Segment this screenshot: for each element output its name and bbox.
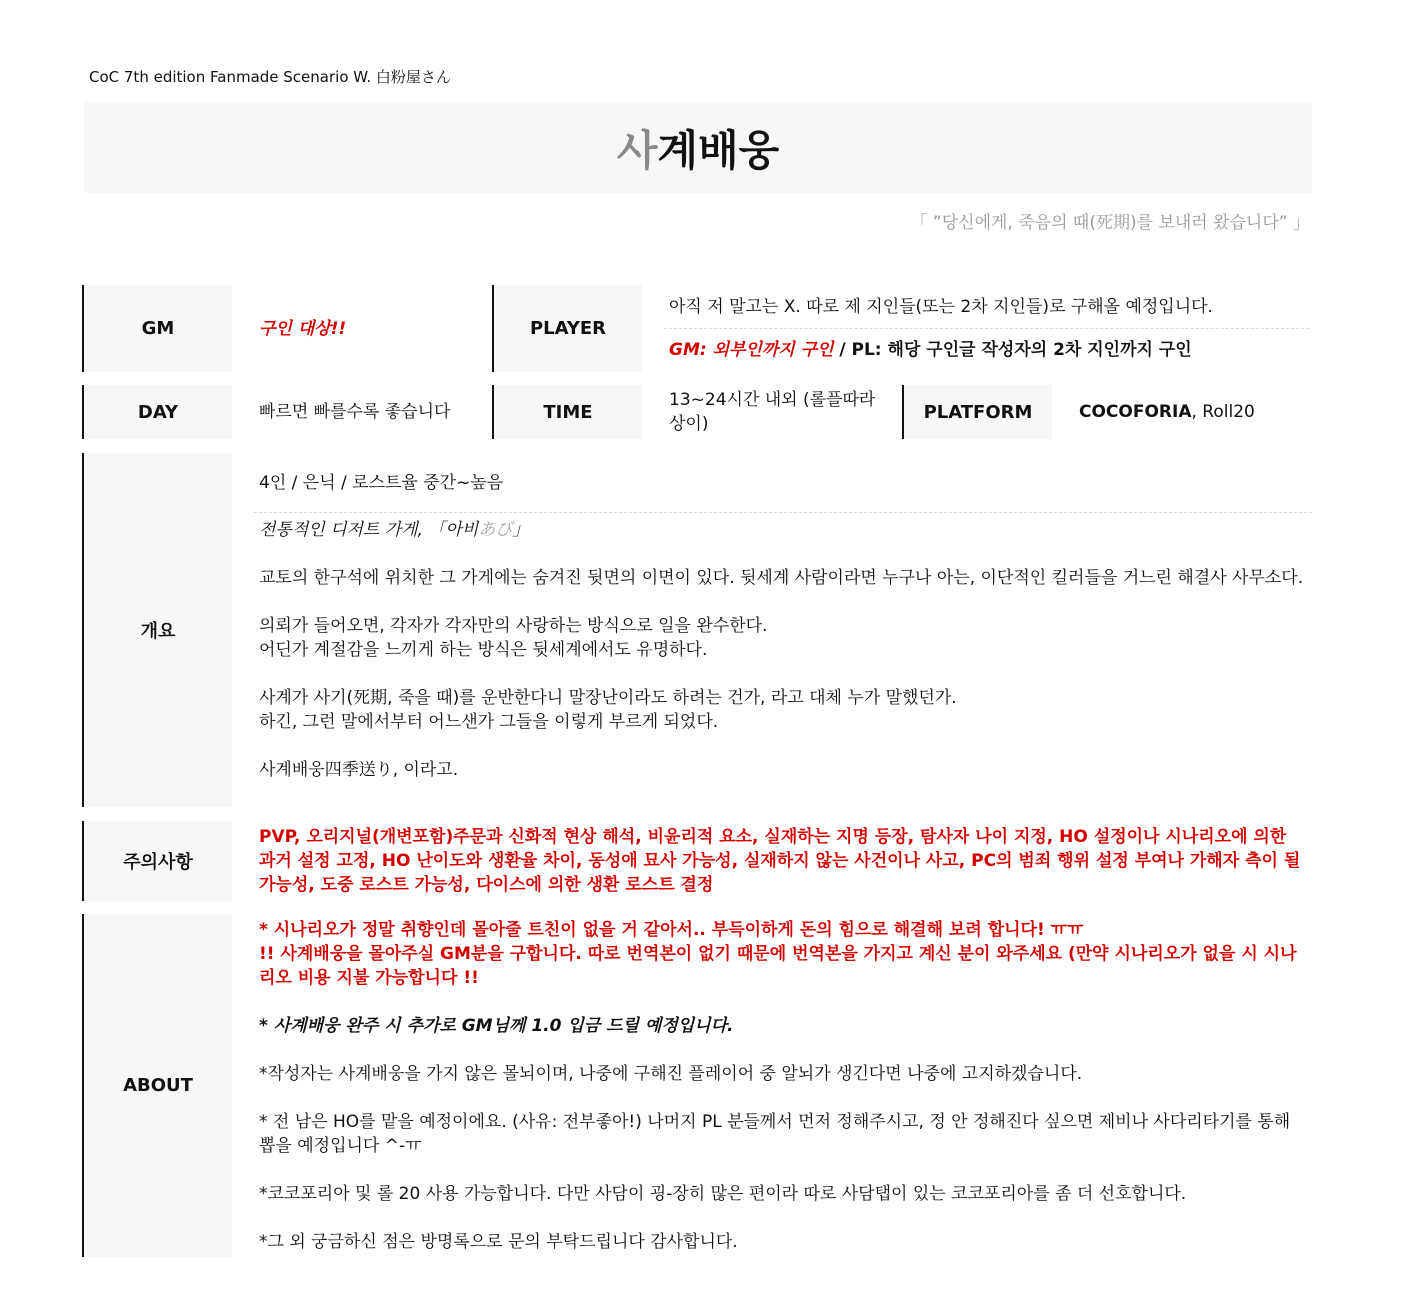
title-part-gray: 사 (616, 125, 658, 175)
about-paragraph: *그 외 궁금하신 점은 방명록으로 문의 부탁드립니다 감사합니다. (259, 1232, 738, 1252)
overview-paragraph (259, 614, 1309, 662)
overview-line: 어딘가 계절감을 느끼게 하는 방식은 뒷세계에서도 유명하다. (259, 640, 708, 660)
player-label (492, 285, 642, 372)
platform-label (902, 385, 1052, 439)
overview-subtitle (259, 518, 1309, 542)
about-notice (259, 918, 1309, 990)
caution-label-text: 주의사항 (123, 852, 193, 873)
about-label (82, 914, 232, 1257)
overview-body (259, 518, 1309, 782)
about-body (259, 918, 1309, 1254)
player-line-2-black: / PL: 해당 구인글 작성자의 2차 지인까지 구인 (833, 340, 1192, 360)
platform-label-text: PLATFORM (923, 401, 1033, 423)
overview-line: 의뢰가 들어오면, 각자가 각자만의 사랑하는 방식으로 일을 완수한다. (259, 616, 768, 636)
day-label (82, 385, 232, 439)
player-line-1: 아직 저 말고는 X. 따로 제 지인들(또는 2차 지인들)로 구해올 예정입니다. (669, 297, 1213, 317)
time-value: 13~24시간 내외 (롤플따라 상이) (669, 390, 876, 434)
overview-paragraph (259, 686, 1309, 734)
caution-label (82, 821, 232, 901)
gm-label (82, 285, 232, 372)
about-label-text: ABOUT (123, 1075, 193, 1096)
scenario-credit: CoC 7th edition Fanmade Scenario W. 白粉屋さん (89, 68, 451, 86)
about-notice-line: !! 사계배웅을 몰아주실 GM분을 구합니다. 따로 번역본이 없기 때문에 번역본을 가지고 계신 분이 와주세요 (만약 시나리오가 없을 시 시나리오 비용 지불 가능합니다 !! (259, 944, 1297, 988)
platform-primary: COCOFORIA (1079, 402, 1192, 422)
overview-summary: 4인 / 은닉 / 로스트율 중간~높음 (259, 473, 504, 493)
title-banner (84, 102, 1312, 193)
time-label-text: TIME (543, 401, 593, 423)
about-notice-line: * 시나리오가 정말 취향인데 몰아줄 트친이 없을 거 같아서.. 부득이하게 돈의 힘으로 해결해 보려 합니다! ㅠㅠ (259, 920, 1084, 940)
overview-line: 하긴, 그런 말에서부터 어느샌가 그들을 이렇게 부르게 되었다. (259, 712, 719, 732)
gm-label-text: GM (141, 318, 175, 339)
overview-paragraph: 교토의 한구석에 위치한 그 가게에는 숨겨진 뒷면의 이면이 있다. 뒷세계 사람이라면 누구나 아는, 이단적인 킬러들을 거느린 해결사 사무소다. (259, 568, 1304, 588)
overview-label (82, 453, 232, 807)
day-label-text: DAY (137, 401, 179, 423)
platform-value (1079, 400, 1255, 424)
gm-value: 구인 대상!! (259, 319, 347, 339)
overview-line: 사계가 사기(死期, 죽을 때)를 운반한다니 말장난이라도 하려는 건가, 라고 대체 누가 말했던가. (259, 688, 957, 708)
overview-label-text: 개요 (140, 621, 176, 642)
divider (664, 328, 1309, 329)
time-label (492, 385, 642, 439)
about-bonus: * 사계배웅 완주 시 추가로 GM님께 1.0 입금 드릴 예정입니다. (259, 1016, 734, 1036)
player-label-text: PLAYER (529, 318, 607, 339)
title-part-dark: 계배웅 (657, 125, 780, 175)
divider (254, 512, 1312, 513)
caution-text: PVP, 오리지널(개변포함)주문과 신화적 현상 해석, 비윤리적 요소, 실재하는 지명 등장, 탐사자 나이 지정, HO 설정이나 시나리오에 의한 과거 설정 고정, HO 난이도와 생환율 차이, 동성애 묘사 가능성, 실재하지 않는 사건이나 사고, PC의 범죄 행위 설정 부여나 가해자 측이 될 가능성, 도중 로스트 가능성, 다이스에 의한 생환 로스트 결정 (259, 827, 1301, 895)
about-paragraph: *코코포리아 및 롤 20 사용 가능합니다. 다만 사담이 굉-장히 많은 편이라 따로 사담탭이 있는 코코포리아를 좀 더 선호합니다. (259, 1184, 1187, 1204)
overview-subtitle-ruby: あび (478, 520, 513, 540)
overview-subtitle-text: 전통적인 디저트 가게, 「아비 (259, 520, 479, 540)
player-line-2-red: GM: 외부인까지 구인 (669, 340, 834, 360)
platform-secondary: , Roll20 (1191, 402, 1255, 422)
overview-subtitle-end: 」 (512, 520, 530, 540)
about-paragraph: * 전 남은 HO를 맡을 예정이에요. (사유: 전부좋아!) 나머지 PL 분들께서 먼저 정해주시고, 정 안 정해진다 싶으면 제비나 사다리타기를 통해 뽑을 예정입니다 ^-ㅠ (259, 1112, 1291, 1156)
day-value: 빠르면 빠를수록 좋습니다 (259, 402, 451, 422)
player-line-2 (669, 338, 1192, 362)
overview-paragraph: 사계배웅四季送り, 이라고. (259, 760, 459, 780)
about-paragraph: *작성자는 사계배웅을 가지 않은 몰뇌이며, 나중에 구해진 플레이어 중 알뇌가 생긴다면 나중에 고지하겠습니다. (259, 1064, 1083, 1084)
tagline-quote: 「 ”당신에게, 죽음의 때(死期)를 보내러 왔습니다” 」 (910, 213, 1310, 233)
